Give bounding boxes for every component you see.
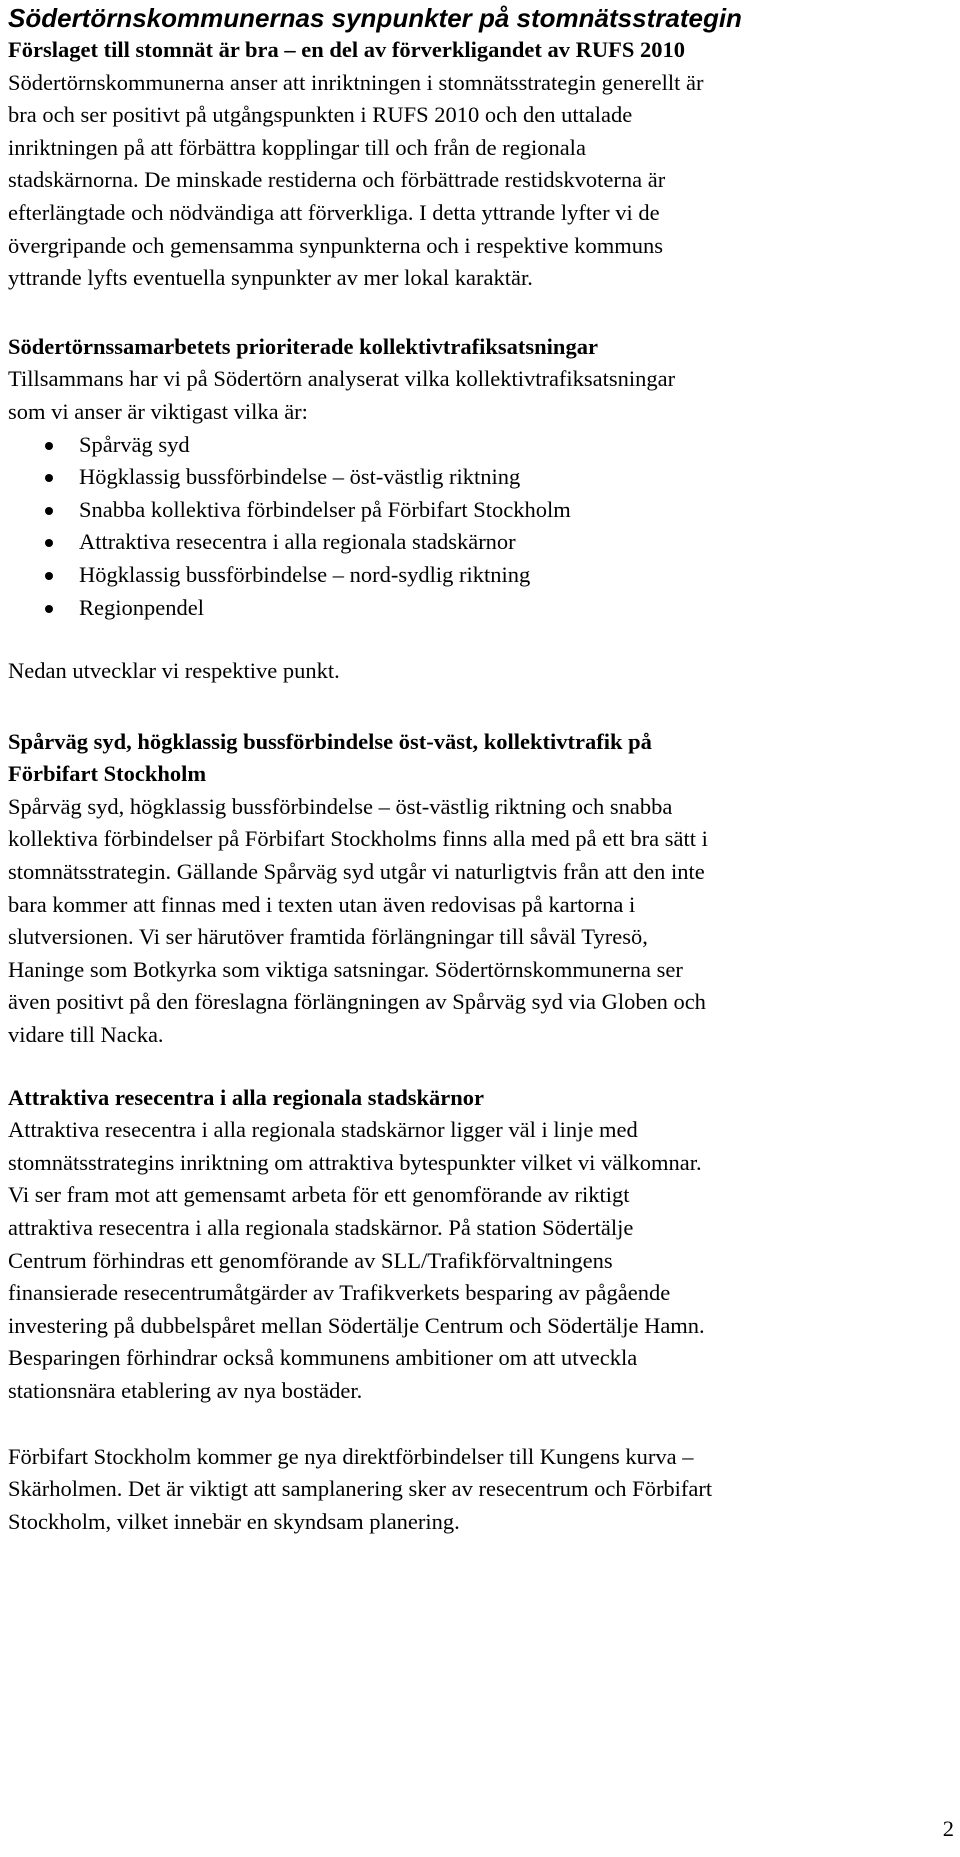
section-heading-prioriterade: Södertörnssamarbetets prioriterade kollektivtrafiksatsningar [8, 333, 598, 359]
text-line: även positivt på den föreslagna förlängningen av Spårväg syd via Globen och [8, 989, 706, 1015]
text-line: finansierade resecentrumåtgärder av Trafikverkets besparing av pågående [8, 1280, 671, 1306]
bullet-icon [45, 572, 53, 580]
section-heading-sparvag [8, 726, 958, 791]
text-line: bra och ser positivt på utgångspunkten i RUFS 2010 och den uttalade [8, 102, 633, 128]
bullet-icon [45, 442, 53, 450]
paragraph-resecentra [8, 1114, 958, 1407]
text-line: Besparingen förhindrar också kommunens ambitioner om att utveckla [8, 1345, 638, 1371]
priority-list [8, 429, 958, 625]
text-line: Södertörnskommunerna anser att inriktningen i stomnätsstrategin generellt är [8, 69, 704, 95]
text-line: yttrande lyfts eventuella synpunkter av mer lokal karaktär. [8, 265, 533, 291]
list-item-label: Snabba kollektiva förbindelser på Förbifart Stockholm [79, 496, 571, 522]
text-line: Tillsammans har vi på Södertörn analyserat vilka kollektivtrafiksatsningar [8, 366, 676, 392]
text-line: inriktningen på att förbättra kopplingar till och från de regionala [8, 134, 586, 160]
heading-line: Spårväg syd, högklassig bussförbindelse öst-väst, kollektivtrafik på [8, 728, 652, 754]
text-line: som vi anser är viktigast vilka är: [8, 398, 308, 424]
document-body [8, 34, 958, 1538]
paragraph-stomnat [8, 67, 958, 295]
list-item [8, 526, 958, 559]
list-item-label: Högklassig bussförbindelse – nord-sydlig riktning [79, 561, 531, 587]
list-item-label: Regionpendel [79, 594, 204, 620]
paragraph-sparvag [8, 791, 958, 1052]
text-line: slutversionen. Vi ser härutöver framtida förlängningar till såväl Tyresö, [8, 924, 648, 950]
document-page [8, 0, 958, 1538]
list-item [8, 429, 958, 462]
text-line: attraktiva resecentra i alla regionala stadskärnor. På station Södertälje [8, 1215, 634, 1240]
text-line: vidare till Nacka. [8, 1022, 164, 1048]
text-line: stadskärnorna. De minskade restiderna och förbättrade restidskvoterna är [8, 167, 666, 193]
text-line: Attraktiva resecentra i alla regionala stadskärnor ligger väl i linje med [8, 1117, 638, 1143]
list-item [8, 559, 958, 592]
section-heading-resecentra: Attraktiva resecentra i alla regionala stadskärnor [8, 1084, 484, 1110]
page-number: 2 [942, 1816, 954, 1841]
bullet-icon [45, 507, 53, 515]
bullet-icon [45, 539, 53, 547]
text-line: Centrum förhindras ett genomförande av SLL/Trafikförvaltningens [8, 1247, 613, 1273]
paragraph-forbifart [8, 1441, 958, 1539]
heading-line: Förbifart Stockholm [8, 761, 207, 787]
bullet-icon [45, 474, 53, 482]
text-line: bara kommer att finnas med i texten utan även redovisas på kartorna i [8, 891, 636, 917]
text-line: Vi ser fram mot att gemensamt arbeta för ett genomförande av riktigt [8, 1182, 630, 1208]
bullet-icon [45, 605, 53, 613]
text-line: kollektiva förbindelser på Förbifart Stockholms finns alla med på ett bra sätt i [8, 826, 708, 852]
list-item-label: Högklassig bussförbindelse – öst-västlig riktning [79, 464, 521, 490]
text-line: Haninge som Botkyrka som viktiga satsningar. Södertörnskommunerna ser [8, 956, 683, 982]
text-line: stationsnära etablering av nya bostäder. [8, 1377, 363, 1403]
text-line: Spårväg syd, högklassig bussförbindelse – öst-västlig riktning och snabba [8, 793, 673, 819]
paragraph-intro [8, 363, 958, 428]
text-line: Stockholm, vilket innebär en skyndsam planering. [8, 1508, 460, 1534]
text-line: stomnätsstrategin. Gällande Spårväg syd utgår vi naturligtvis från att den inte [8, 859, 705, 885]
text-line: efterlängtade och nödvändiga att förverkliga. I detta yttrande lyfter vi de [8, 199, 660, 225]
section-heading-stomnat: Förslaget till stomnät är bra – en del av förverkligandet av RUFS 2010 [8, 37, 686, 62]
text-line: övergripande och gemensamma synpunkterna och i respektive kommuns [8, 232, 664, 258]
list-item [8, 592, 958, 625]
text-line: investering på dubbelspåret mellan Södertälje Centrum och Södertälje Hamn. [8, 1312, 705, 1338]
text-line: stomnätsstrategins inriktning om attraktiva bytespunkter vilket vi välkomnar. [8, 1149, 702, 1175]
paragraph-outro: Nedan utvecklar vi respektive punkt. [8, 658, 340, 684]
text-line: Skärholmen. Det är viktigt att samplanering sker av resecentrum och Förbifart [8, 1476, 713, 1502]
document-title: Södertörnskommunernas synpunkter på stomnätsstrategin [8, 3, 742, 33]
text-line: Förbifart Stockholm kommer ge nya direktförbindelser till Kungens kurva – [8, 1443, 694, 1469]
list-item-label: Spårväg syd [79, 431, 190, 457]
list-item-label: Attraktiva resecentra i alla regionala stadskärnor [79, 529, 516, 555]
list-item [8, 461, 958, 494]
list-item [8, 494, 958, 527]
